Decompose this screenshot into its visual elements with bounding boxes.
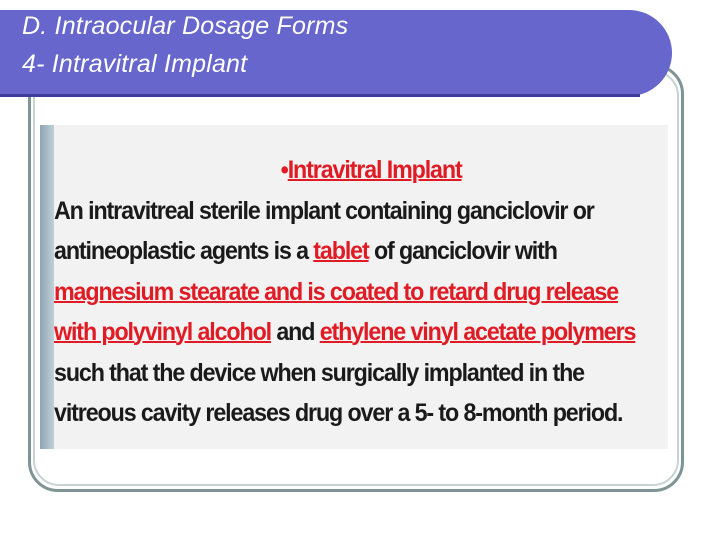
content-line-4 bbox=[54, 312, 636, 353]
line4-and: and bbox=[271, 318, 320, 346]
highlight-eva-polymers: ethylene vinyl acetate polymers bbox=[319, 318, 636, 346]
bullet-icon: • bbox=[280, 156, 288, 184]
slide-subtitle: 4- Intravitral Implant bbox=[22, 50, 248, 78]
highlight-polyvinyl-alcohol: with polyvinyl alcohol bbox=[54, 318, 272, 346]
highlight-tablet: tablet bbox=[313, 237, 369, 265]
line2-part-a: antineoplastic agents is a bbox=[54, 237, 314, 265]
line2-part-c: of ganciclovir with bbox=[368, 237, 557, 265]
content-line-1: An intravitreal sterile implant containing ganciclovir or bbox=[54, 196, 594, 225]
content-heading bbox=[54, 150, 623, 191]
heading-text: Intravitral Implant bbox=[287, 156, 462, 184]
content-line-3: magnesium stearate and is coated to retard drug release bbox=[54, 277, 619, 306]
content-line-2 bbox=[54, 231, 623, 272]
content-line-6: vitreous cavity releases drug over a 5- to 8-month period. bbox=[54, 399, 623, 427]
content-line-5: such that the device when surgically implanted in the bbox=[54, 358, 584, 387]
slide-title: D. Intraocular Dosage Forms bbox=[22, 12, 349, 40]
title-underline bbox=[0, 94, 640, 97]
panel-side-stripe bbox=[40, 125, 54, 449]
content-text-block bbox=[54, 150, 636, 434]
